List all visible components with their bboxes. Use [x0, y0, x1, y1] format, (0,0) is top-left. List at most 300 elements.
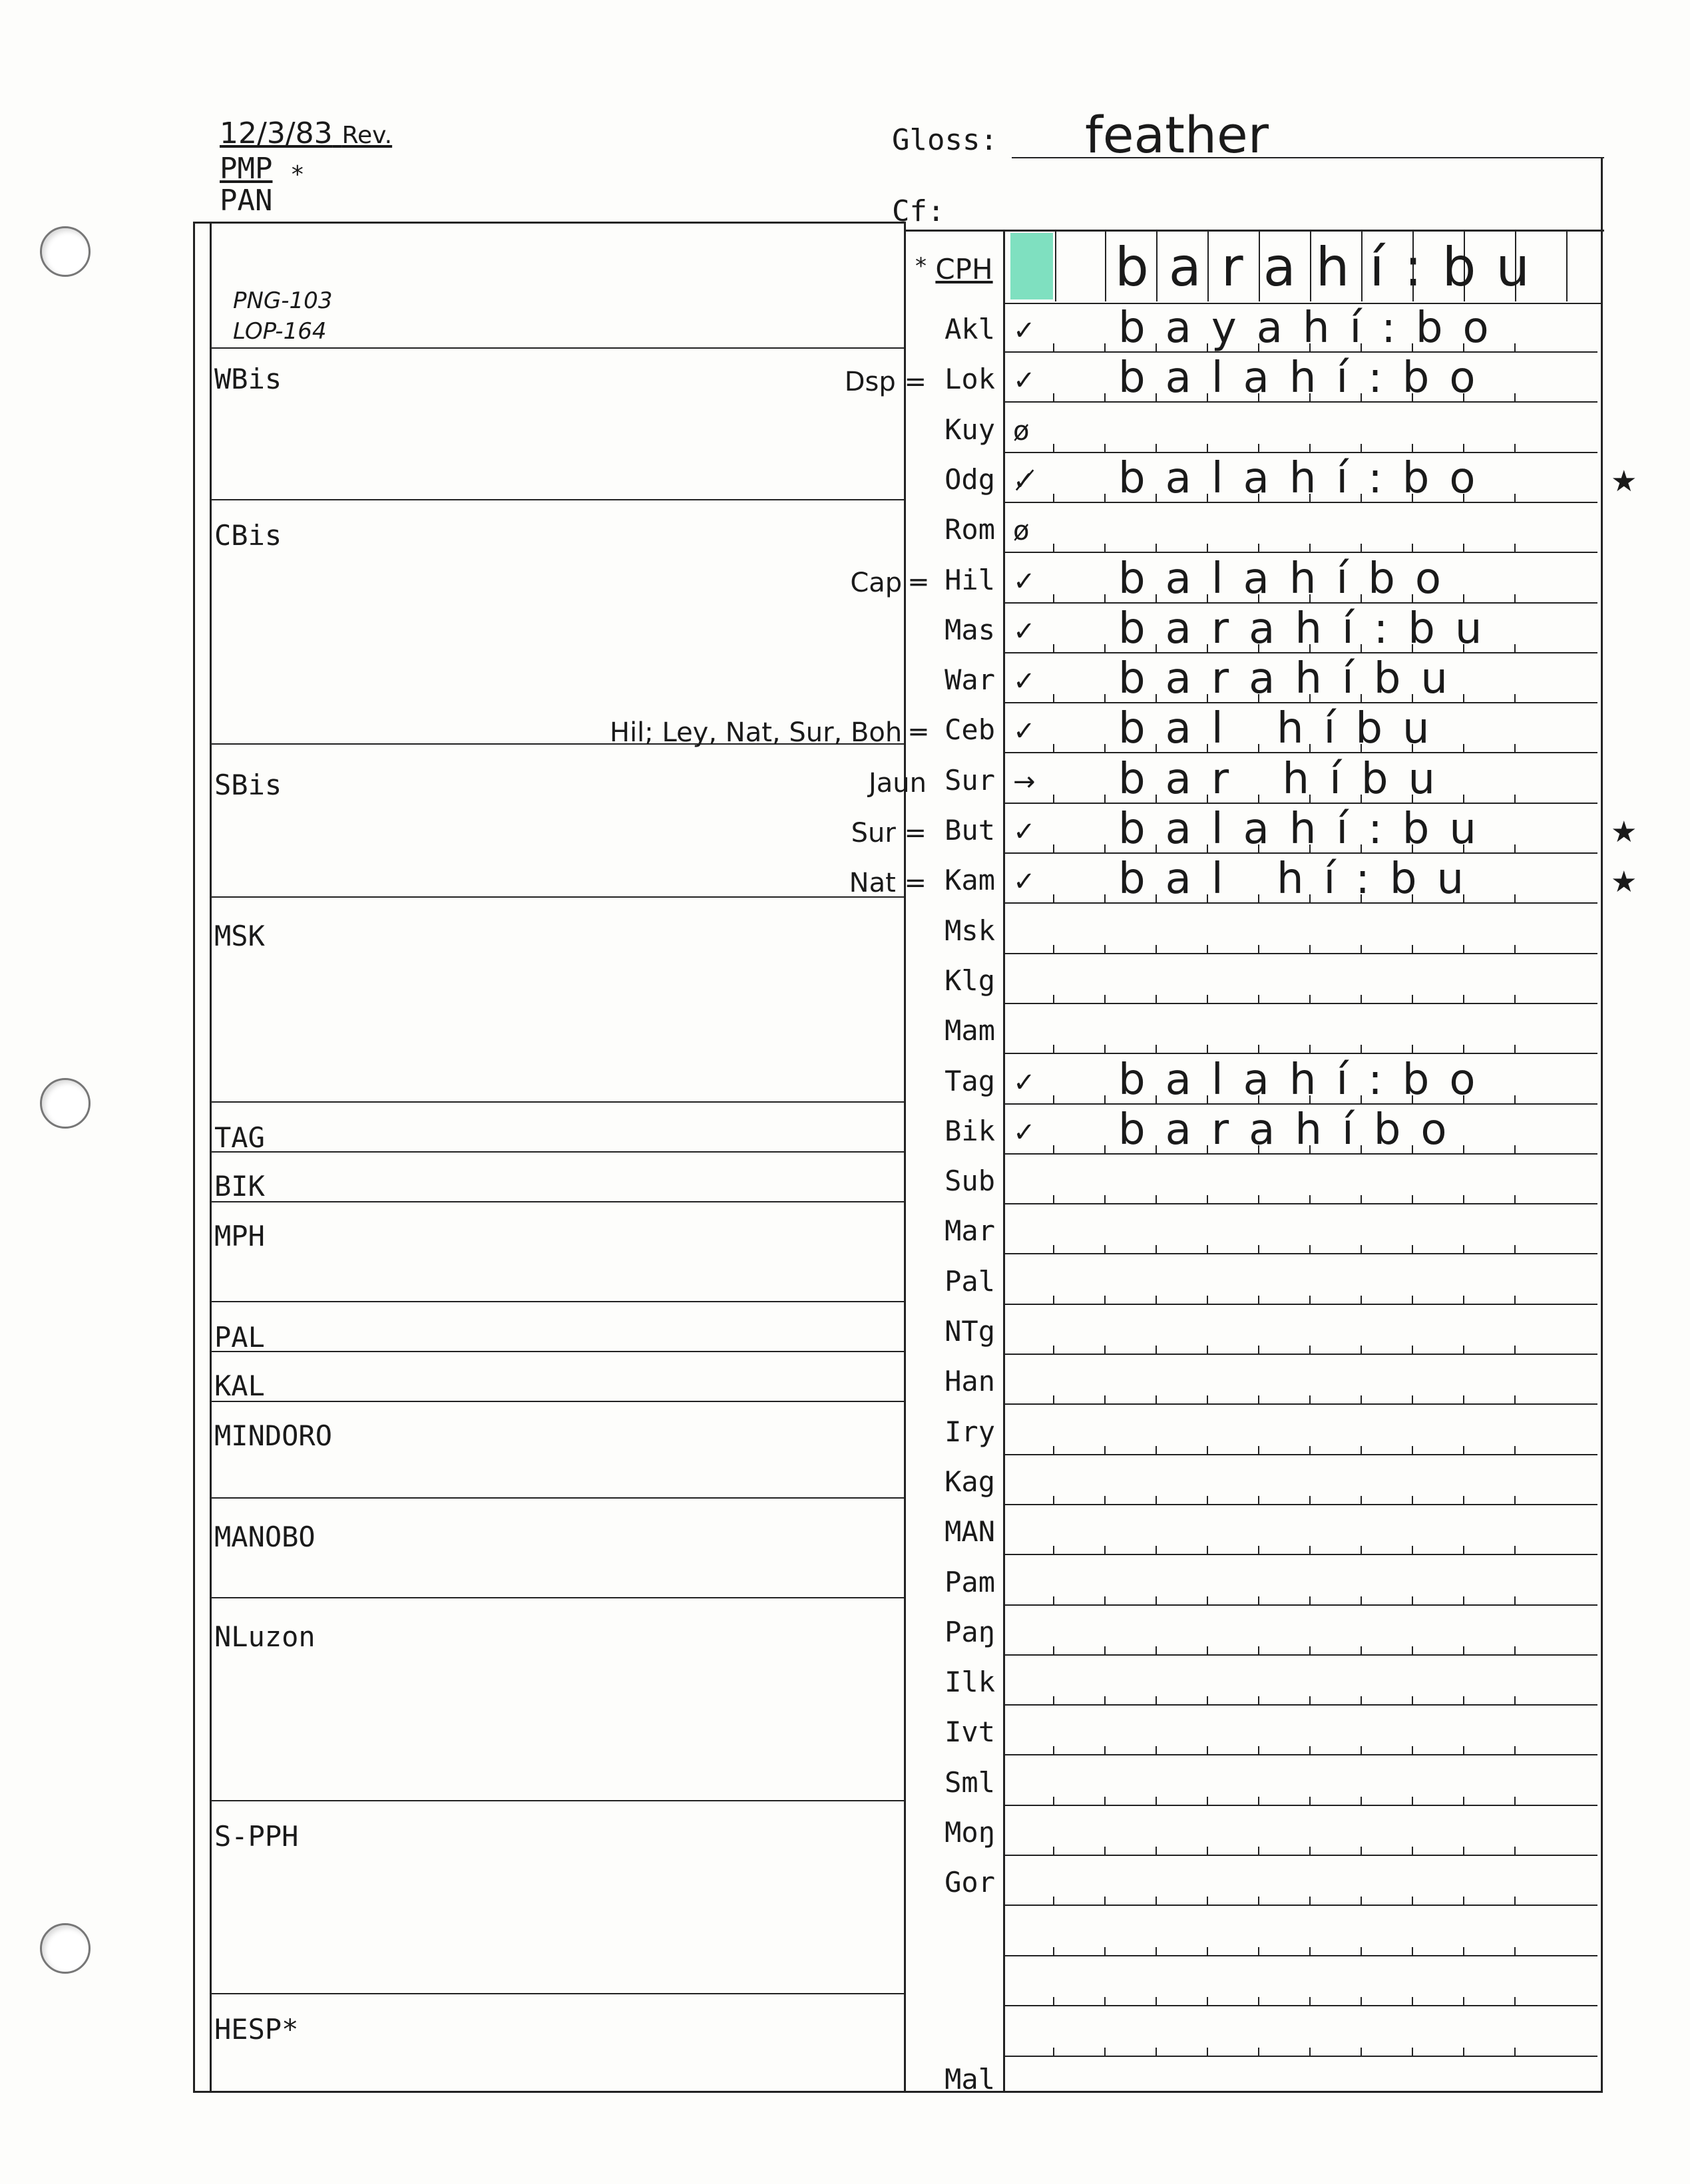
row-tick [1258, 995, 1259, 1004]
row-tick [1207, 1546, 1208, 1555]
row-tick [1514, 444, 1516, 453]
row-tick [1309, 1897, 1311, 1906]
group-hesp: HESP* [214, 2013, 299, 2046]
row-tick [1514, 1596, 1516, 1606]
row-rule [1003, 1003, 1597, 1004]
row-tick [1104, 2048, 1106, 2057]
row-tick [1207, 1797, 1208, 1806]
date-stamp [220, 116, 392, 150]
row-tick [1156, 1947, 1157, 1956]
row-tick [1361, 1045, 1362, 1054]
lexical-form: balahí:bo [1118, 454, 1496, 503]
row-tick [1104, 1395, 1106, 1405]
row-tick [1104, 945, 1106, 954]
row-rule [1003, 1805, 1597, 1806]
row-tick [1361, 1245, 1362, 1254]
row-tick [1156, 1496, 1157, 1505]
group-divider [210, 1301, 904, 1302]
row-tick [1309, 1296, 1311, 1305]
row-tick [1412, 995, 1413, 1004]
lang-label: Moŋ [945, 1816, 995, 1849]
lang-label: Kam [945, 864, 995, 896]
row-tick [1463, 744, 1464, 753]
lang-label: Tag [945, 1065, 995, 1097]
row-tick [1207, 1296, 1208, 1305]
row-tick [1309, 1596, 1311, 1606]
row-tick [1412, 1947, 1413, 1956]
group-mph: MPH [214, 1220, 265, 1252]
row-tick [1053, 343, 1054, 353]
row-tick [1053, 744, 1054, 753]
row-tick [1309, 1646, 1311, 1656]
row-tick [1258, 1245, 1259, 1254]
row-tick [1309, 544, 1311, 553]
pmp-star: * [290, 161, 305, 188]
date-text: 12/3/83 [220, 116, 333, 150]
row-tick [1361, 1897, 1362, 1906]
row-tick [1207, 544, 1208, 553]
lexical-form: balahí:bo [1118, 353, 1496, 403]
lang-label: NTg [945, 1315, 995, 1348]
cph-star: * [915, 253, 927, 279]
row-tick [1361, 1696, 1362, 1706]
row-tick [1463, 795, 1464, 804]
row-tick [1463, 544, 1464, 553]
row-tick [1156, 1395, 1157, 1405]
row-tick [1207, 1395, 1208, 1405]
row-tick [1514, 644, 1516, 653]
row-rule [1003, 1454, 1597, 1455]
status-mark: ✓ [1013, 566, 1036, 597]
row-tick [1104, 1346, 1106, 1355]
row-tick [1258, 1346, 1259, 1355]
gloss-underline [1012, 157, 1604, 158]
row-tick [1053, 795, 1054, 804]
binder-hole-top [40, 226, 91, 277]
margin-note: Sur = [851, 818, 927, 848]
lexical-form: barahí:bu [1118, 604, 1502, 653]
row-tick [1258, 1797, 1259, 1806]
row-tick [1104, 795, 1106, 804]
group-cbis: CBis [214, 519, 282, 552]
row-tick [1053, 1145, 1054, 1155]
row-tick [1053, 1696, 1054, 1706]
row-tick [1463, 1797, 1464, 1806]
row-tick [1104, 1095, 1106, 1105]
row-tick [1361, 1596, 1362, 1606]
row-tick [1514, 1145, 1516, 1155]
row-tick [1412, 945, 1413, 954]
row-tick [1309, 945, 1311, 954]
row-tick [1309, 995, 1311, 1004]
row-tick [1309, 2048, 1311, 2057]
row-tick [1309, 444, 1311, 453]
status-mark: ✓ [1013, 315, 1036, 346]
group-divider [210, 1101, 904, 1103]
row-tick [1412, 1696, 1413, 1706]
row-tick [1053, 1947, 1054, 1956]
row-tick [1463, 1346, 1464, 1355]
row-tick [1104, 1847, 1106, 1856]
lang-label: Ceb [945, 713, 995, 746]
row-tick [1412, 544, 1413, 553]
row-tick [1053, 1797, 1054, 1806]
lang-label-mal: Mal [945, 2063, 995, 2095]
cph-text: CPH [935, 253, 993, 285]
status-mark: ✓ [1013, 616, 1036, 647]
row-tick [1156, 1045, 1157, 1054]
row-tick [1258, 1646, 1259, 1656]
pmp-label [220, 152, 305, 188]
row-tick [1463, 1646, 1464, 1656]
row-tick [1361, 2048, 1362, 2057]
lang-label: Hil [945, 564, 995, 596]
row-rule [1003, 452, 1597, 453]
status-mark: ✓ [1013, 817, 1036, 847]
row-rule [1003, 1704, 1597, 1706]
lexical-form: bayahí:bo [1118, 303, 1509, 353]
lang-label: Mam [945, 1014, 995, 1047]
row-tick [1309, 1245, 1311, 1254]
row-tick [1309, 1746, 1311, 1755]
row-tick [1463, 1245, 1464, 1254]
row-tick [1361, 1997, 1362, 2006]
group-manobo: MANOBO [214, 1521, 316, 1553]
lang-label: Gor [945, 1866, 995, 1899]
group-msk: MSK [214, 920, 265, 952]
row-tick [1104, 1296, 1106, 1305]
row-tick [1514, 945, 1516, 954]
star-mark: ★ [1611, 815, 1637, 849]
lang-label: Iry [945, 1415, 995, 1448]
row-tick [1156, 1446, 1157, 1455]
row-tick [1104, 1947, 1106, 1956]
row-tick [1463, 995, 1464, 1004]
row-tick [1309, 1696, 1311, 1706]
frame-right [1601, 230, 1603, 2093]
group-tag: TAG [214, 1121, 265, 1154]
row-tick [1412, 1546, 1413, 1555]
row-rule [1003, 1304, 1597, 1305]
row-tick [1053, 1546, 1054, 1555]
row-tick [1104, 1596, 1106, 1606]
row-tick [1309, 1947, 1311, 1956]
row-rule [1003, 1855, 1597, 1856]
row-tick [1412, 1847, 1413, 1856]
row-tick [1514, 995, 1516, 1004]
row-tick [1207, 995, 1208, 1004]
row-tick [1104, 444, 1106, 453]
status-mark: ✓ [1013, 666, 1036, 697]
row-tick [1514, 2048, 1516, 2057]
row-tick [1104, 1746, 1106, 1755]
row-tick [1309, 1797, 1311, 1806]
row-tick [1053, 544, 1054, 553]
row-tick [1514, 1446, 1516, 1455]
lexical-form: bal híbu [1118, 704, 1450, 753]
row-tick [1412, 1746, 1413, 1755]
row-tick [1258, 1395, 1259, 1405]
row-tick [1258, 444, 1259, 453]
row-tick [1053, 1446, 1054, 1455]
lang-label: Mas [945, 614, 995, 646]
row-tick [1463, 1746, 1464, 1755]
row-tick [1207, 1346, 1208, 1355]
row-tick [1104, 1045, 1106, 1054]
row-tick [1156, 1296, 1157, 1305]
group-divider [210, 499, 904, 500]
row-tick [1463, 1897, 1464, 1906]
row-tick [1309, 1195, 1311, 1204]
row-tick [1258, 1496, 1259, 1505]
row-tick [1514, 1947, 1516, 1956]
row-tick [1104, 1245, 1106, 1254]
row-tick [1412, 1045, 1413, 1054]
row-tick [1412, 2048, 1413, 2057]
row-tick [1514, 1045, 1516, 1054]
row-tick [1361, 1296, 1362, 1305]
row-rule [1003, 1754, 1597, 1755]
row-tick [1156, 1746, 1157, 1755]
row-tick [1361, 945, 1362, 954]
row-tick [1156, 945, 1157, 954]
row-tick [1258, 1546, 1259, 1555]
row-tick [1463, 1045, 1464, 1054]
row-rule [1003, 1955, 1597, 1956]
row-tick [1207, 1646, 1208, 1656]
row-tick [1053, 1997, 1054, 2006]
row-tick [1104, 1646, 1106, 1656]
group-divider [210, 1351, 904, 1352]
row-tick [1156, 1646, 1157, 1656]
cf-label: Cf: [892, 194, 945, 228]
cph-box-divider [1055, 230, 1056, 301]
row-tick [1053, 1395, 1054, 1405]
row-tick [1258, 1296, 1259, 1305]
row-tick [1463, 1296, 1464, 1305]
group-divider [210, 1497, 904, 1499]
row-rule [1003, 552, 1597, 553]
row-tick [1207, 1245, 1208, 1254]
binder-hole-middle [40, 1078, 91, 1129]
row-tick [1412, 1596, 1413, 1606]
row-tick [1463, 1546, 1464, 1555]
row-tick [1104, 594, 1106, 604]
lang-label: Pam [945, 1566, 995, 1598]
status-mark: → [1013, 767, 1036, 797]
row-tick [1412, 1496, 1413, 1505]
row-tick [1463, 1947, 1464, 1956]
row-tick [1463, 1696, 1464, 1706]
row-tick [1309, 1847, 1311, 1856]
row-tick [1104, 1496, 1106, 1505]
lexical-form: barahíbo [1118, 1105, 1467, 1155]
row-tick [1514, 1546, 1516, 1555]
row-tick [1053, 1746, 1054, 1755]
lang-label: Pal [945, 1265, 995, 1298]
row-rule [1003, 2005, 1597, 2006]
lang-label: But [945, 814, 995, 846]
row-tick [1104, 343, 1106, 353]
row-tick [1053, 594, 1054, 604]
row-tick [1412, 1195, 1413, 1204]
frame-lang-divider [1003, 230, 1005, 2093]
row-tick [1361, 1947, 1362, 1956]
row-tick [1514, 744, 1516, 753]
margin-note: Dsp = [844, 367, 927, 397]
row-tick [1463, 1596, 1464, 1606]
row-tick [1514, 544, 1516, 553]
row-tick [1053, 393, 1054, 403]
row-tick [1514, 1646, 1516, 1656]
row-tick [1053, 1847, 1054, 1856]
row-tick [1053, 494, 1054, 503]
row-tick [1104, 644, 1106, 653]
row-tick [1514, 1696, 1516, 1706]
group-divider [210, 347, 904, 349]
row-tick [1514, 1395, 1516, 1405]
row-tick [1207, 945, 1208, 954]
row-rule [1003, 1403, 1597, 1405]
row-tick [1309, 1496, 1311, 1505]
row-tick [1104, 544, 1106, 553]
group-divider [210, 1201, 904, 1202]
lang-label: Ilk [945, 1666, 995, 1698]
row-tick [1514, 1746, 1516, 1755]
row-tick [1514, 1346, 1516, 1355]
row-tick [1361, 1195, 1362, 1204]
row-tick [1258, 1997, 1259, 2006]
row-tick [1514, 694, 1516, 703]
row-tick [1514, 1296, 1516, 1305]
status-mark: ✓ [1013, 716, 1036, 747]
row-tick [1412, 1395, 1413, 1405]
row-tick [1412, 1646, 1413, 1656]
row-tick [1361, 1646, 1362, 1656]
row-tick [1258, 1596, 1259, 1606]
row-tick [1207, 1897, 1208, 1906]
group-pal: PAL [214, 1321, 265, 1354]
row-tick [1053, 1195, 1054, 1204]
row-tick [1156, 1546, 1157, 1555]
cph-label [915, 253, 993, 285]
lang-label: War [945, 663, 995, 696]
row-tick [1514, 1897, 1516, 1906]
row-tick [1514, 1496, 1516, 1505]
group-divider [210, 1401, 904, 1402]
row-tick [1463, 1395, 1464, 1405]
row-tick [1258, 1847, 1259, 1856]
row-tick [1514, 1847, 1516, 1856]
row-tick [1156, 995, 1157, 1004]
row-rule [1003, 1554, 1597, 1555]
lang-label: Akl [945, 313, 995, 345]
lexical-form: balahí:bu [1118, 805, 1496, 854]
row-tick [1412, 1897, 1413, 1906]
lang-label: Ivt [945, 1716, 995, 1748]
row-tick [1463, 1446, 1464, 1455]
row-tick [1514, 1997, 1516, 2006]
lang-label: Lok [945, 363, 995, 395]
pmp-text: PMP [220, 152, 273, 186]
lang-label: Kag [945, 1465, 995, 1498]
row-tick [1258, 1696, 1259, 1706]
row-tick [1207, 1195, 1208, 1204]
status-mark: ✓ [1013, 365, 1036, 396]
row-tick [1258, 1446, 1259, 1455]
row-tick [1156, 1696, 1157, 1706]
row-tick [1104, 1897, 1106, 1906]
status-mark: ✓ [1013, 866, 1036, 897]
row-tick [1309, 1997, 1311, 2006]
row-tick [1361, 1446, 1362, 1455]
row-tick [1361, 1546, 1362, 1555]
gloss-value: feather [1085, 105, 1269, 164]
row-tick [1207, 1696, 1208, 1706]
group-kal: KAL [214, 1369, 265, 1402]
row-tick [1053, 644, 1054, 653]
row-tick [1514, 1195, 1516, 1204]
row-tick [1258, 544, 1259, 553]
row-tick [1309, 1045, 1311, 1054]
margin-note: Nat = [849, 868, 927, 898]
row-tick [1156, 1847, 1157, 1856]
row-tick [1053, 1095, 1054, 1105]
cph-highlight [1010, 233, 1053, 299]
row-tick [1104, 1145, 1106, 1155]
row-tick [1309, 1395, 1311, 1405]
row-tick [1412, 1797, 1413, 1806]
row-rule [1003, 953, 1597, 954]
row-tick [1104, 1195, 1106, 1204]
frame-center [904, 222, 906, 2093]
row-tick [1514, 1245, 1516, 1254]
row-tick [1361, 1746, 1362, 1755]
margin-note: Jaun [868, 768, 927, 799]
lang-label: Sml [945, 1766, 995, 1799]
row-tick [1156, 1195, 1157, 1204]
cph-form: barahí:bu [1115, 236, 1550, 298]
row-tick [1104, 1997, 1106, 2006]
group-divider [210, 896, 904, 898]
row-tick [1412, 1346, 1413, 1355]
group-wbis: WBis [214, 363, 282, 395]
lang-label: MAN [945, 1515, 995, 1548]
row-tick [1309, 1546, 1311, 1555]
group-s-pph: S-PPH [214, 1820, 299, 1853]
row-rule [1003, 1053, 1597, 1054]
row-tick [1104, 1696, 1106, 1706]
row-tick [1258, 1897, 1259, 1906]
row-tick [1463, 2048, 1464, 2057]
row-tick [1053, 1245, 1054, 1254]
row-tick [1156, 1245, 1157, 1254]
row-tick [1361, 1797, 1362, 1806]
status-mark: ø [1013, 416, 1030, 447]
row-tick [1207, 1045, 1208, 1054]
frame-left-inner [210, 222, 212, 2093]
row-tick [1053, 945, 1054, 954]
row-tick [1104, 494, 1106, 503]
row-tick [1207, 2048, 1208, 2057]
row-tick [1361, 444, 1362, 453]
row-tick [1156, 444, 1157, 453]
row-tick [1258, 2048, 1259, 2057]
row-tick [1309, 1346, 1311, 1355]
row-tick [1412, 1997, 1413, 2006]
row-tick [1104, 1446, 1106, 1455]
row-tick [1053, 1897, 1054, 1906]
